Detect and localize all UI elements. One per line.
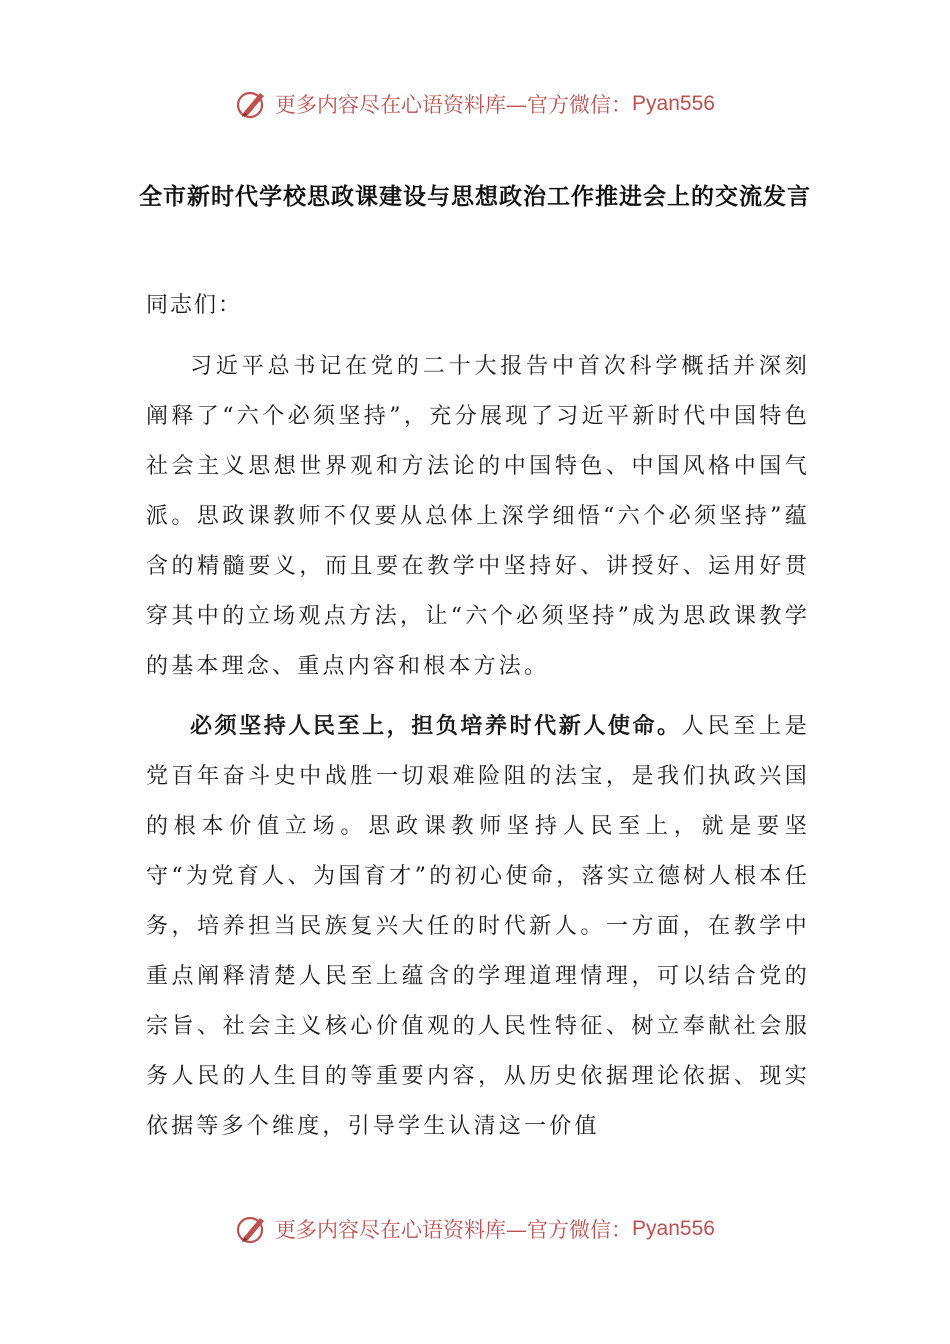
pen-circle-icon — [235, 87, 269, 121]
paragraph-1: 习近平总书记在党的二十大报告中首次科学概括并深刻阐释了“六个必须坚持”，充分展现了习近平新时代中国特色社会主义思想世界观和方法论的中国特色、中国风格中国气派。思政课教师不仅要从总体上深学细悟“六个必须坚持”蕴含的精髓要义，而且要在教学中坚持好、讲授好、运用好贯穿其中的立场观点方法，让“六个必须坚持”成为思政课教学的基本理念、重点内容和根本方法。 — [146, 354, 810, 679]
paragraph-2 — [146, 702, 810, 1152]
footer-watermark — [0, 1207, 950, 1251]
paragraph-2-body: 人民至上是党百年奋斗史中战胜一切艰难险阻的法宝，是我们执政兴国的根本价值立场。思政课教师坚持人民至上，就是要坚守“为党育人、为国育才”的初心使命，落实立德树人根本任务，培养担当民族复兴大任的时代新人。一方面，在教学中重点阐释清楚人民至上蕴含的学理道理情理，可以结合党的宗旨、社会主义核心价值观的人民性特征、树立奉献社会服务人民的人生目的等重要内容，从历史依据理论依据、现实依据等多个维度，引导学生认清这一价值 — [146, 714, 810, 1139]
page-title: 全市新时代学校思政课建设与思想政治工作推进会上的交流发言 — [139, 184, 811, 210]
watermark-text: 更多内容尽在心语资料库—官方微信： — [275, 93, 633, 117]
pen-circle-icon — [235, 1212, 269, 1246]
paragraph-2-lead: 必须坚持人民至上，担负培养时代新人使命。 — [190, 714, 682, 739]
header-watermark — [0, 82, 950, 126]
watermark-text: 更多内容尽在心语资料库—官方微信： — [275, 1218, 633, 1242]
watermark-handle: Pyan556 — [632, 92, 715, 115]
watermark-handle: Pyan556 — [632, 1217, 715, 1240]
salutation: 同志们： — [146, 293, 243, 318]
